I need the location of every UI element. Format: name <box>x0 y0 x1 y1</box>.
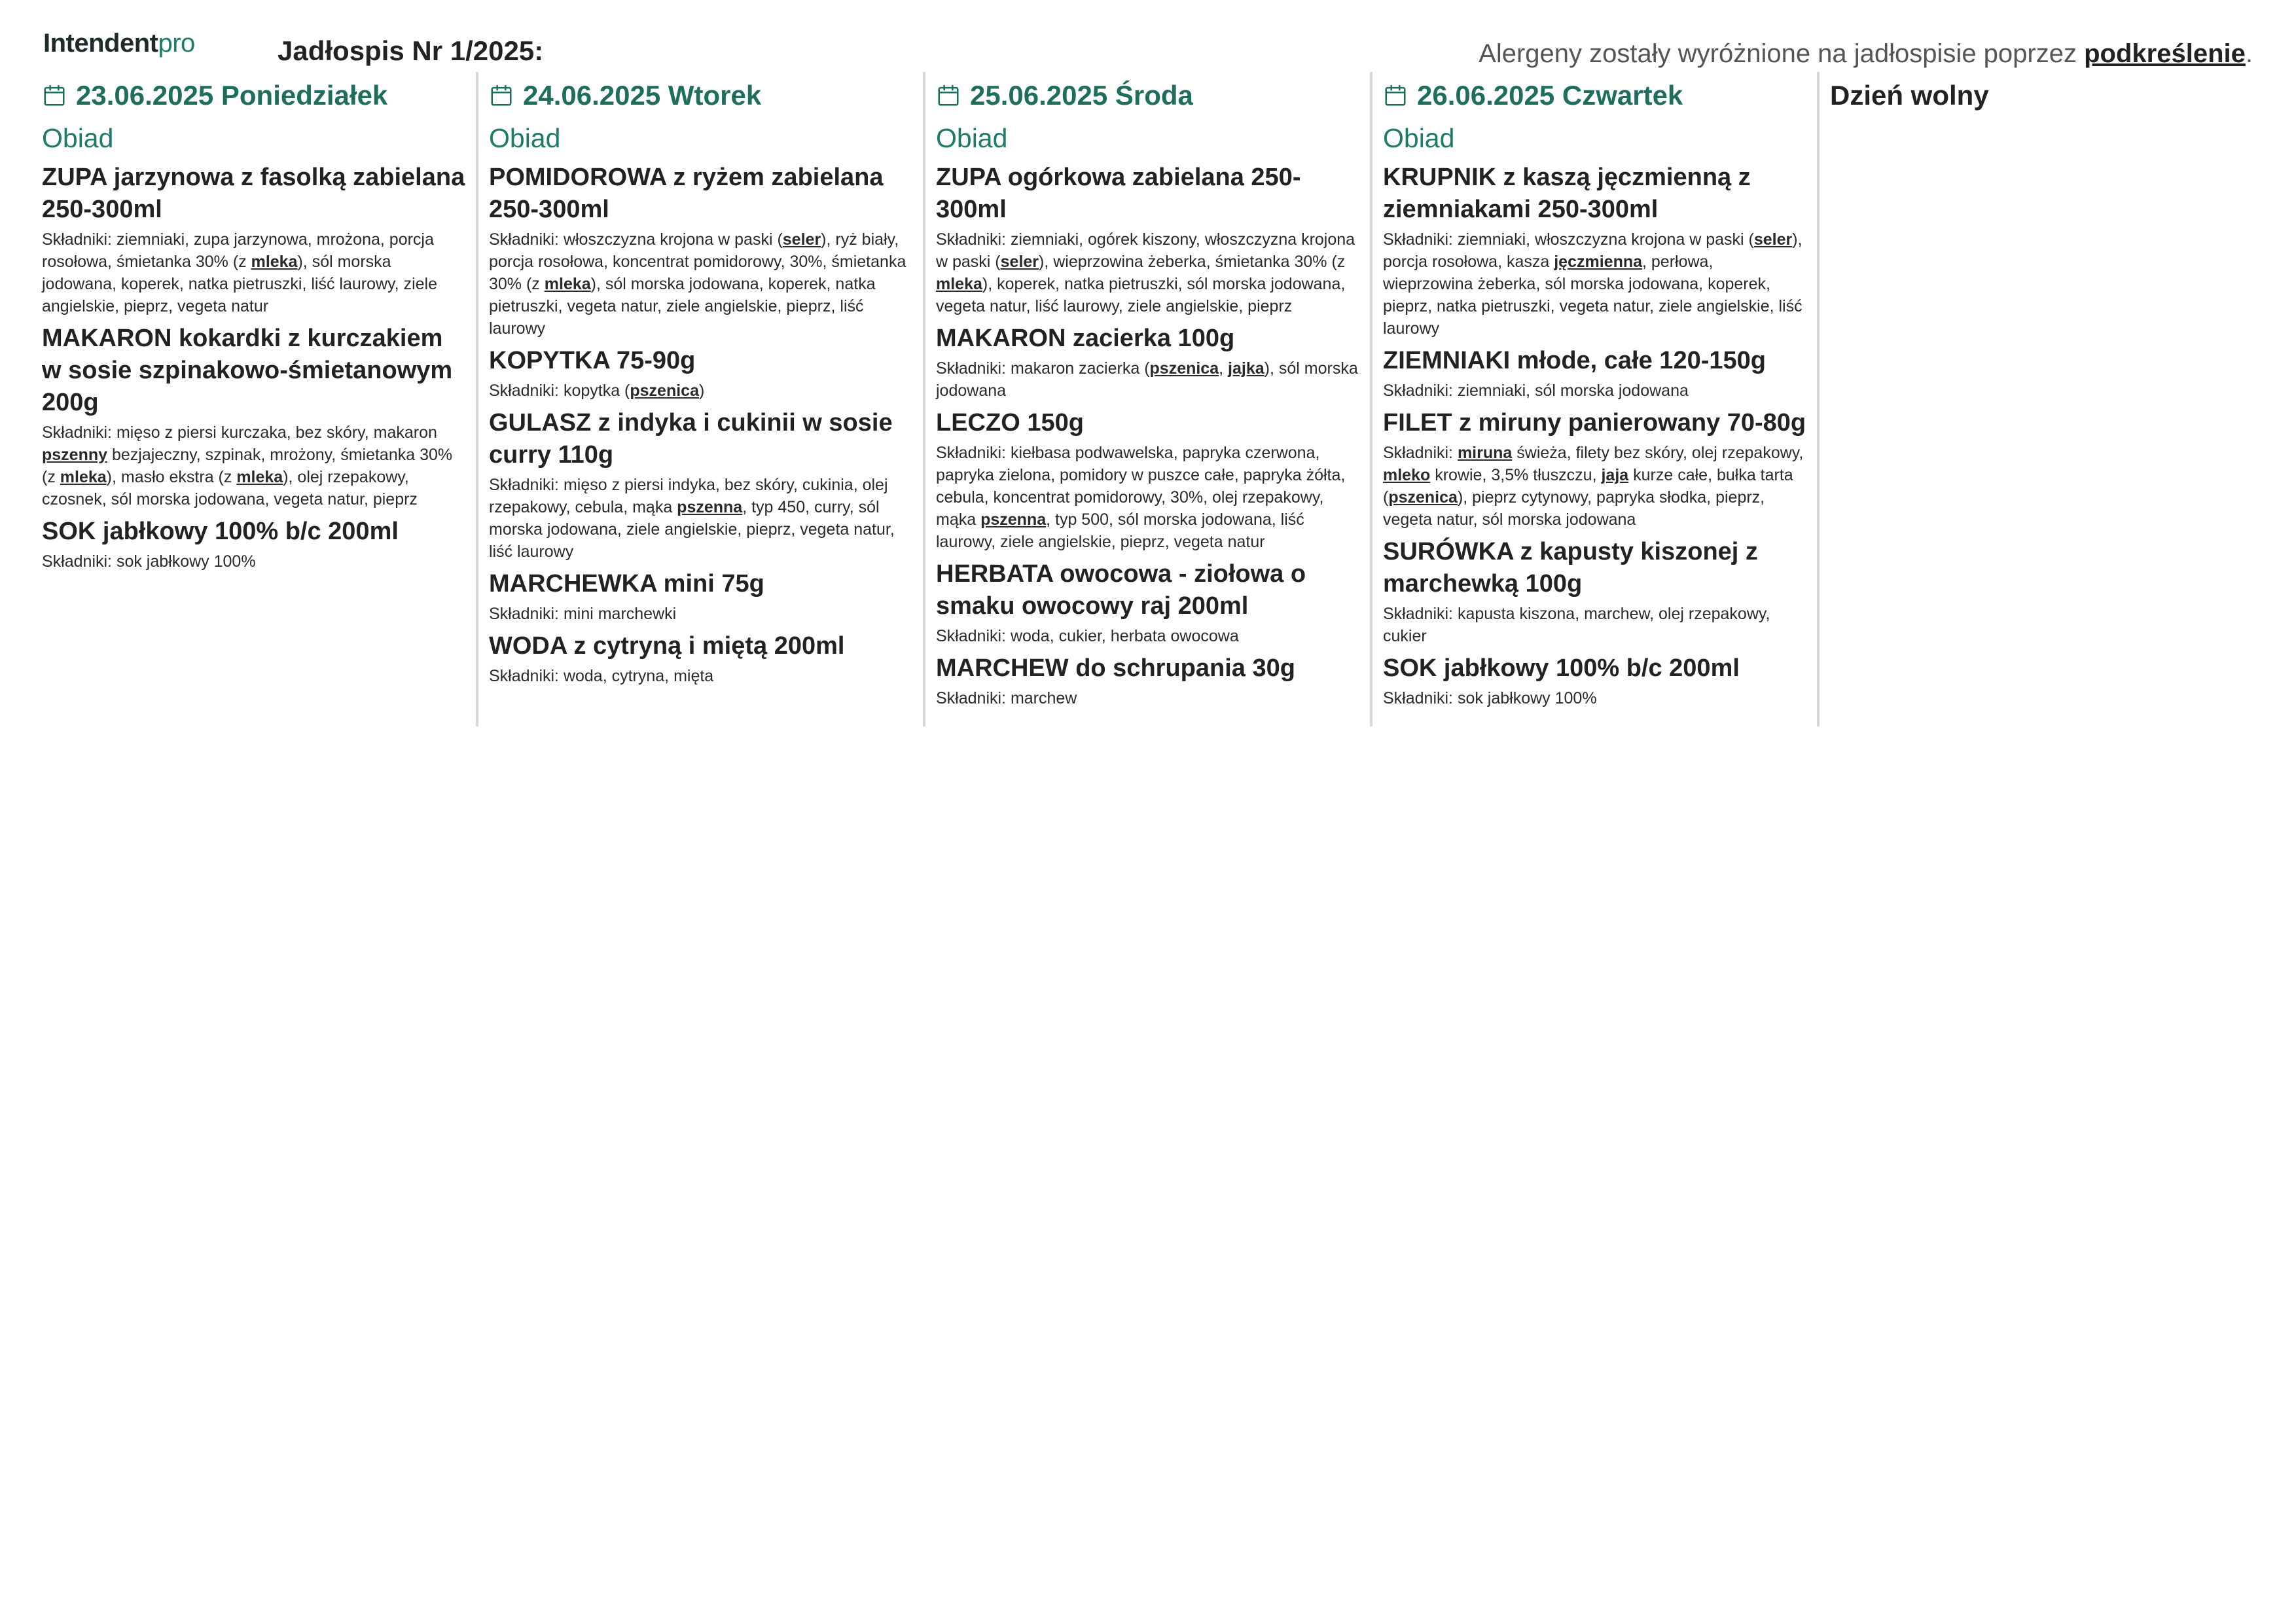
meal-name: Obiad <box>1383 123 1455 153</box>
meal-name: Obiad <box>936 123 1008 153</box>
dish-ingredients <box>489 228 912 340</box>
dish-item <box>936 162 1359 317</box>
day-header <box>42 75 465 116</box>
dish-item <box>1383 652 1806 709</box>
allergen-highlight: pszenny <box>42 446 108 464</box>
dish-ingredients <box>1383 228 1806 340</box>
ingredient-text: Składniki: ziemniaki, ogórek kiszony, włoszczyzna krojona w paski ( <box>936 230 1355 271</box>
free-day-label: Dzień wolny <box>1830 80 1989 111</box>
dish-item <box>42 162 465 317</box>
dish-ingredients <box>936 442 1359 553</box>
ingredient-text: ), masło ekstra (z <box>106 468 237 486</box>
dish-item <box>1383 407 1806 531</box>
day-header <box>936 75 1359 116</box>
dish-name: MAKARON kokardki z kurczakiem w sosie szpinakowo-śmietanowym 200g <box>42 325 453 416</box>
dish-item <box>42 516 465 573</box>
allergen-highlight: jaja <box>1601 466 1629 484</box>
dish-item <box>42 323 465 510</box>
ingredient-text: Składniki: włoszczyzna krojona w paski ( <box>489 230 783 249</box>
allergen-highlight: pszenica <box>1149 359 1219 378</box>
calendar-icon <box>936 82 961 109</box>
dish-ingredients <box>489 474 912 563</box>
dish-name: HERBATA owocowa - ziołowa o smaku owocowy raj 200ml <box>936 560 1306 620</box>
day-date-label: 24.06.2025 Wtorek <box>523 80 762 111</box>
menu-columns <box>31 72 2267 726</box>
dish-item <box>489 407 912 563</box>
ingredient-text: ), porcja rosołowa, kasza <box>1383 230 1803 271</box>
ingredient-text: Składniki: kopytka ( <box>489 382 630 400</box>
allergen-highlight: miruna <box>1457 444 1513 462</box>
dish-name: KRUPNIK z kaszą jęczmienną z ziemniakami 250-300ml <box>1383 164 1751 223</box>
dish-ingredients <box>1383 380 1806 402</box>
free-day-header <box>1830 75 2256 116</box>
dish-name: ZUPA ogórkowa zabielana 250-300ml <box>936 164 1301 223</box>
dish-name: ZIEMNIAKI młode, całe 120-150g <box>1383 347 1766 374</box>
allergen-highlight: mleka <box>544 275 591 293</box>
ingredient-text: kurze całe, bułka tarta ( <box>1383 466 1793 507</box>
dish-ingredients <box>936 357 1359 402</box>
dish-name: SOK jabłkowy 100% b/c 200ml <box>42 518 399 545</box>
calendar-icon <box>1383 82 1408 109</box>
allergen-highlight: mleka <box>60 468 107 486</box>
day-column <box>1372 72 1820 726</box>
dish-name: WODA z cytryną i miętą 200ml <box>489 632 845 660</box>
dish-item <box>489 162 912 340</box>
dish-name: LECZO 150g <box>936 409 1084 437</box>
dish-item <box>1383 345 1806 402</box>
ingredient-text: Składniki: ziemniaki, zupa jarzynowa, mrożona, porcja rosołowa, śmietanka 30% (z <box>42 230 434 271</box>
ingredient-text: Składniki: woda, cukier, herbata owocowa <box>936 627 1239 645</box>
dish-name: MAKARON zacierka 100g <box>936 325 1235 352</box>
dish-item <box>489 568 912 625</box>
ingredient-text: Składniki: kiełbasa podwawelska, papryka czerwona, papryka zielona, pomidory w puszce całe, papryka żółta, cebula, koncentrat pomidorowy, 30%, olej rzepakowy, mąka <box>936 444 1346 529</box>
calendar-icon <box>42 82 67 109</box>
dish-ingredients <box>936 625 1359 647</box>
ingredient-text: Składniki: mięso z piersi kurczaka, bez skóry, makaron <box>42 423 437 442</box>
dish-item <box>489 345 912 402</box>
meal-name: Obiad <box>42 123 114 153</box>
allergen-highlight: mleko <box>1383 466 1431 484</box>
dish-item <box>489 630 912 687</box>
allergen-highlight: pszenna <box>677 498 743 516</box>
dish-item <box>936 407 1359 553</box>
dish-item <box>1383 162 1806 340</box>
day-column <box>478 72 925 726</box>
dish-name: SOK jabłkowy 100% b/c 200ml <box>1383 654 1740 682</box>
ingredient-text: Składniki: makaron zacierka ( <box>936 359 1150 378</box>
dish-name: POMIDOROWA z ryżem zabielana 250-300ml <box>489 164 884 223</box>
calendar-icon <box>489 82 514 109</box>
ingredient-text: Składniki: sok jabłkowy 100% <box>42 552 256 571</box>
day-header <box>1383 75 1806 116</box>
ingredient-text: Składniki: marchew <box>936 689 1077 707</box>
ingredient-text: ) <box>698 382 705 400</box>
allergen-highlight: jajka <box>1228 359 1265 378</box>
allergen-highlight: seler <box>1000 253 1039 271</box>
ingredient-text: Składniki: sok jabłkowy 100% <box>1383 689 1597 707</box>
dish-item <box>936 652 1359 709</box>
allergen-note <box>1479 39 2253 69</box>
dish-name: MARCHEWKA mini 75g <box>489 570 764 597</box>
dish-ingredients <box>42 228 465 317</box>
dish-ingredients <box>489 380 912 402</box>
ingredient-text: Składniki: woda, cytryna, mięta <box>489 667 714 685</box>
day-column <box>925 72 1372 726</box>
ingredient-text: Składniki: ziemniaki, sól morska jodowana <box>1383 382 1689 400</box>
dish-ingredients <box>1383 603 1806 647</box>
logo-text-pro: pro <box>158 29 195 58</box>
ingredient-text: Składniki: <box>1383 444 1458 462</box>
dish-ingredients <box>42 421 465 510</box>
dish-item <box>936 323 1359 402</box>
dish-name: MARCHEW do schrupania 30g <box>936 654 1295 682</box>
ingredient-text: Składniki: ziemniaki, włoszczyzna krojona w paski ( <box>1383 230 1754 249</box>
free-day-column <box>1820 72 2267 726</box>
allergen-highlight: pszenna <box>980 510 1047 529</box>
allergen-note-highlight: podkreślenie <box>2084 39 2246 68</box>
allergen-highlight: seler <box>1753 230 1793 249</box>
ingredient-text: ), koperek, natka pietruszki, sól morska jodowana, vegeta natur, liść laurowy, ziele angielskie, pieprz <box>936 275 1346 315</box>
intendent-pro-logo <box>43 29 195 58</box>
meal-name: Obiad <box>489 123 561 153</box>
ingredient-text: ), sól morska jodowana, koperek, natka pietruszki, liść laurowy, ziele angielskie, pieprz, vegeta natur <box>42 253 437 315</box>
day-header <box>489 75 912 116</box>
allergen-highlight: jęczmienna <box>1554 253 1643 271</box>
dish-ingredients <box>1383 442 1806 531</box>
allergen-note-suffix: . <box>2245 39 2253 68</box>
dish-ingredients <box>936 228 1359 317</box>
ingredient-text: Składniki: mini marchewki <box>489 605 677 623</box>
dish-ingredients <box>936 687 1359 709</box>
allergen-highlight: seler <box>782 230 821 249</box>
ingredient-text: , <box>1219 359 1229 378</box>
dish-ingredients <box>1383 687 1806 709</box>
ingredient-text: , perłowa, wieprzowina żeberka, sól morska jodowana, koperek, pieprz, natka pietruszki, vegeta natur, ziele angielskie, liść laurowy <box>1383 253 1803 338</box>
allergen-highlight: pszenica <box>1388 488 1458 507</box>
dish-ingredients <box>42 550 465 573</box>
ingredient-text: ), wieprzowina żeberka, śmietanka 30% (z <box>1039 253 1346 271</box>
allergen-highlight: mleka <box>936 275 982 293</box>
ingredient-text: ), sól morska jodowana <box>936 359 1358 400</box>
dish-item <box>936 558 1359 647</box>
ingredient-text: bezjajeczny, szpinak, mrożony, śmietanka 30% (z <box>42 446 453 486</box>
ingredient-text: , typ 500, sól morska jodowana, liść laurowy, ziele angielskie, pieprz, vegeta natur <box>936 510 1304 551</box>
allergen-note-prefix: Alergeny zostały wyróżnione na jadłospisie poprzez <box>1479 39 2085 68</box>
allergen-highlight: mleka <box>251 253 298 271</box>
dish-item <box>1383 536 1806 647</box>
menu-title: Jadłospis Nr 1/2025: <box>278 35 544 66</box>
ingredient-text: ), ryż biały, porcja rosołowa, koncentrat pomidorowy, 30%, śmietanka 30% (z <box>489 230 906 293</box>
ingredient-text: Składniki: mięso z piersi indyka, bez skóry, cukinia, olej rzepakowy, cebula, mąka <box>489 476 888 516</box>
dish-name: FILET z miruny panierowany 70-80g <box>1383 409 1806 437</box>
dish-name: GULASZ z indyka i cukinii w sosie curry 110g <box>489 409 893 469</box>
ingredient-text: ), olej rzepakowy, czosnek, sól morska jodowana, vegeta natur, pieprz <box>42 468 418 508</box>
ingredient-text: świeża, filety bez skóry, olej rzepakowy, <box>1512 444 1804 462</box>
logo-text-intendent: Intendent <box>43 29 158 58</box>
ingredient-text: , typ 450, curry, sól morska jodowana, ziele angielskie, pieprz, vegeta natur, liść laurowy <box>489 498 895 561</box>
ingredient-text: krowie, 3,5% tłuszczu, <box>1430 466 1602 484</box>
allergen-highlight: pszenica <box>630 382 699 400</box>
ingredient-text: ), sól morska jodowana, koperek, natka pietruszki, vegeta natur, ziele angielskie, pieprz, liść laurowy <box>489 275 876 338</box>
day-column <box>31 72 478 726</box>
day-date-label: 26.06.2025 Czwartek <box>1417 80 1683 111</box>
dish-ingredients <box>489 665 912 687</box>
day-date-label: 25.06.2025 Środa <box>970 80 1193 111</box>
dish-ingredients <box>489 603 912 625</box>
day-date-label: 23.06.2025 Poniedziałek <box>76 80 388 111</box>
dish-name: KOPYTKA 75-90g <box>489 347 696 374</box>
dish-name: SURÓWKA z kapusty kiszonej z marchewką 100g <box>1383 538 1758 597</box>
dish-name: ZUPA jarzynowa z fasolką zabielana 250-300ml <box>42 164 465 223</box>
allergen-highlight: mleka <box>236 468 283 486</box>
ingredient-text: Składniki: kapusta kiszona, marchew, olej rzepakowy, cukier <box>1383 605 1770 645</box>
ingredient-text: ), pieprz cytynowy, papryka słodka, pieprz, vegeta natur, sól morska jodowana <box>1383 488 1765 529</box>
